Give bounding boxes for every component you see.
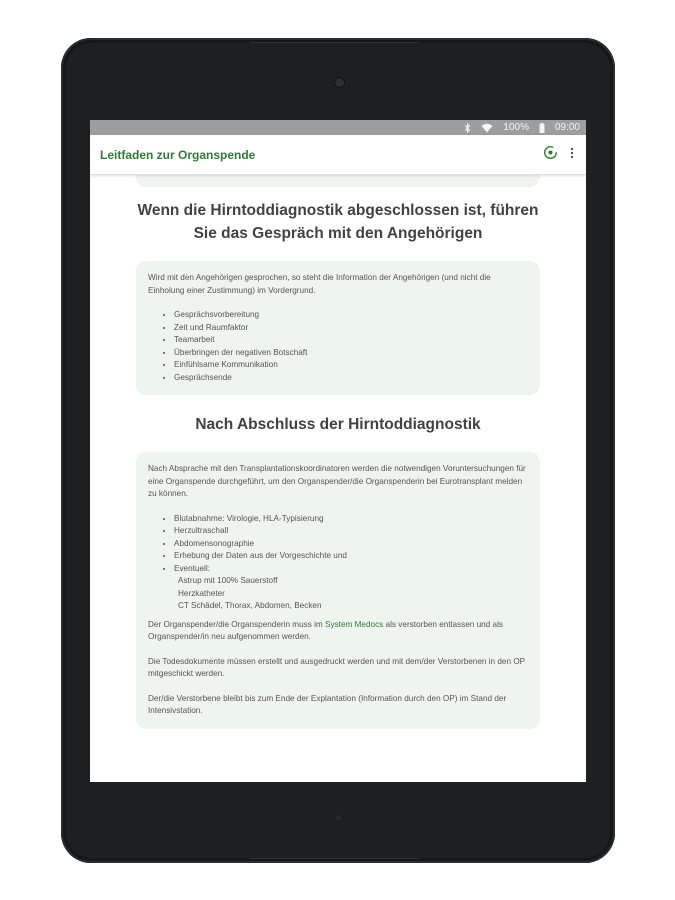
more-vert-icon[interactable] bbox=[570, 146, 574, 164]
link-kommunikation[interactable]: • Einfühlsame Kommunikation bbox=[174, 359, 528, 372]
bluetooth-icon bbox=[464, 123, 471, 133]
list-item: • Blutabnahme: Virologie, HLA-Typisierung bbox=[174, 513, 528, 526]
refresh-icon[interactable] bbox=[543, 145, 558, 165]
link-list bbox=[148, 309, 528, 384]
paragraph-text: Der Organspender/die Organspenderin muss im bbox=[148, 619, 326, 629]
scroll-content[interactable] bbox=[90, 165, 586, 729]
app-title: Leitfaden zur Organspende bbox=[100, 147, 256, 162]
sub-item: Astrup mit 100% Sauerstoff bbox=[178, 576, 278, 585]
paragraph-text: als verstorben entlassen und als Organspender/in neu aufgenommen werden. bbox=[148, 619, 503, 641]
paragraph-verstorbene: Der/die Verstorbene bleibt bis zum Ende der Explantation (Information durch den OP) im Stand der Intensivstation. bbox=[148, 693, 507, 715]
clock: 09:00 bbox=[554, 122, 580, 133]
list-item: • Erhebung der Daten aus der Vorgeschichte und bbox=[174, 550, 528, 563]
app-bar bbox=[90, 135, 586, 175]
status-bar bbox=[90, 120, 586, 135]
card-angehoerige bbox=[136, 261, 540, 395]
link-gespraechsvorbereitung[interactable]: • Gesprächsvorbereitung bbox=[174, 309, 528, 322]
link-gespraechsende[interactable]: • Gesprächsende bbox=[174, 372, 528, 385]
paragraph-todesdokumente: Die Todesdokumente müssen erstellt und ausgedruckt werden und mit dem/der Verstorbenen in den OP mitgeschickt werden. bbox=[148, 656, 525, 678]
list-item: • Herzultraschall bbox=[174, 525, 528, 538]
paragraph-medocs bbox=[148, 619, 528, 644]
link-zeit-raumfaktor[interactable]: • Zeit und Raumfaktor bbox=[174, 322, 528, 335]
wifi-icon bbox=[481, 123, 493, 133]
sub-item: CT Schädel, Thorax, Abdomen, Becken bbox=[178, 601, 322, 610]
app-bar-actions bbox=[543, 145, 574, 165]
section-heading-angehoerige: Wenn die Hirntoddiagnostik abgeschlossen ist, führen Sie das Gespräch mit den Angehörigen bbox=[137, 202, 539, 242]
battery-level: 100% bbox=[503, 122, 529, 133]
card-intro: Nach Absprache mit den Transplantationskoordinatoren werden die notwendigen Voruntersuchungen für eine Organspende durchgeführt, um den Organspender/die Organspenderin bei Eurotransplant melden zu können. bbox=[148, 464, 526, 498]
front-camera bbox=[335, 78, 344, 87]
card-nach-abschluss bbox=[136, 452, 540, 729]
card-intro: Wird mit den Angehörigen gesprochen, so steht die Information der Angehörigen (und nicht die Einholung einer Zustimmung) im Vordergrund. bbox=[148, 273, 491, 295]
list-item: • Eventuell: bbox=[174, 563, 528, 576]
list-item: • Abdomensonographie bbox=[174, 538, 528, 551]
battery-icon bbox=[539, 123, 545, 133]
exam-list bbox=[148, 513, 528, 576]
bezel-seam-bottom bbox=[250, 858, 420, 859]
link-system-medocs[interactable]: System Medocs bbox=[325, 619, 384, 629]
sub-item: Herzkatheter bbox=[178, 588, 225, 598]
link-teamarbeit[interactable]: • Teamarbeit bbox=[174, 334, 528, 347]
link-negative-botschaft[interactable]: • Überbringen der negativen Botschaft bbox=[174, 347, 528, 360]
bezel-sensor bbox=[336, 815, 341, 820]
bezel-seam-top bbox=[250, 42, 420, 43]
section-heading-nach-abschluss: Nach Abschluss der Hirntoddiagnostik bbox=[195, 416, 481, 433]
screen bbox=[90, 120, 586, 782]
